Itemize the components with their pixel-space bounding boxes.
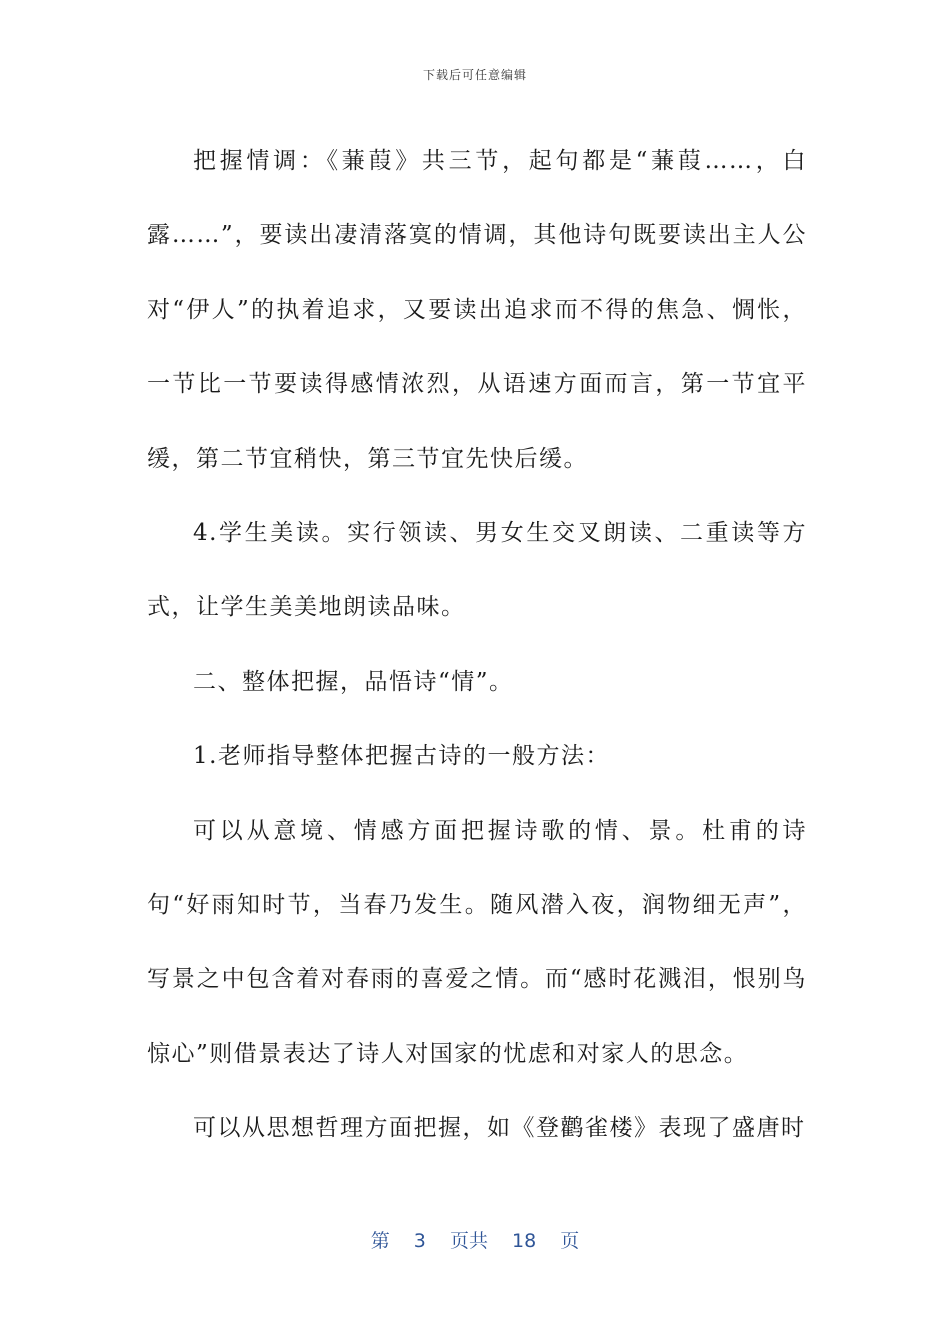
footer-prefix: 第 [370, 1230, 390, 1252]
footer-total-pages: 18 [512, 1230, 537, 1252]
footer-middle: 页共 [449, 1230, 488, 1252]
header-note: 下载后可任意编辑 [422, 68, 527, 82]
paragraph: 把握情调：《蒹葭》共三节，起句都是“蒹葭……，白露……”，要读出凄清落寞的情调，其他诗句既要读出主人公对“伊人”的执着追求，又要读出追求而不得的焦急、惆怅，一节比一节要读得感情浓烈，从语速方面而言，第一节宜平缓，第二节宜稍快，第三节宜先快后缓。 [147, 148, 807, 472]
footer-suffix: 页 [560, 1230, 580, 1252]
paragraph: 4.学生美读。实行领读、男女生交叉朗读、二重读等方式，让学生美美地朗读品味。 [147, 520, 807, 621]
paragraph: 可以从思想哲理方面把握，如《登鹳雀楼》表现了盛唐时 [193, 1115, 806, 1142]
page-footer [0, 1226, 950, 1253]
paragraph: 1.老师指导整体把握古诗的一般方法： [193, 743, 610, 770]
document-body [147, 124, 807, 1166]
paragraph: 二、整体把握，品悟诗“情”。 [193, 668, 514, 695]
footer-current-page: 3 [413, 1230, 426, 1252]
paragraph: 可以从意境、情感方面把握诗歌的情、景。杜甫的诗句“好雨知时节，当春乃发生。随风潜入夜，润物细无声”，写景之中包含着对春雨的喜爱之情。而“感时花溅泪，恨别鸟惊心”则借景表达了诗人对国家的忧虑和对家人的思念。 [147, 817, 807, 1067]
